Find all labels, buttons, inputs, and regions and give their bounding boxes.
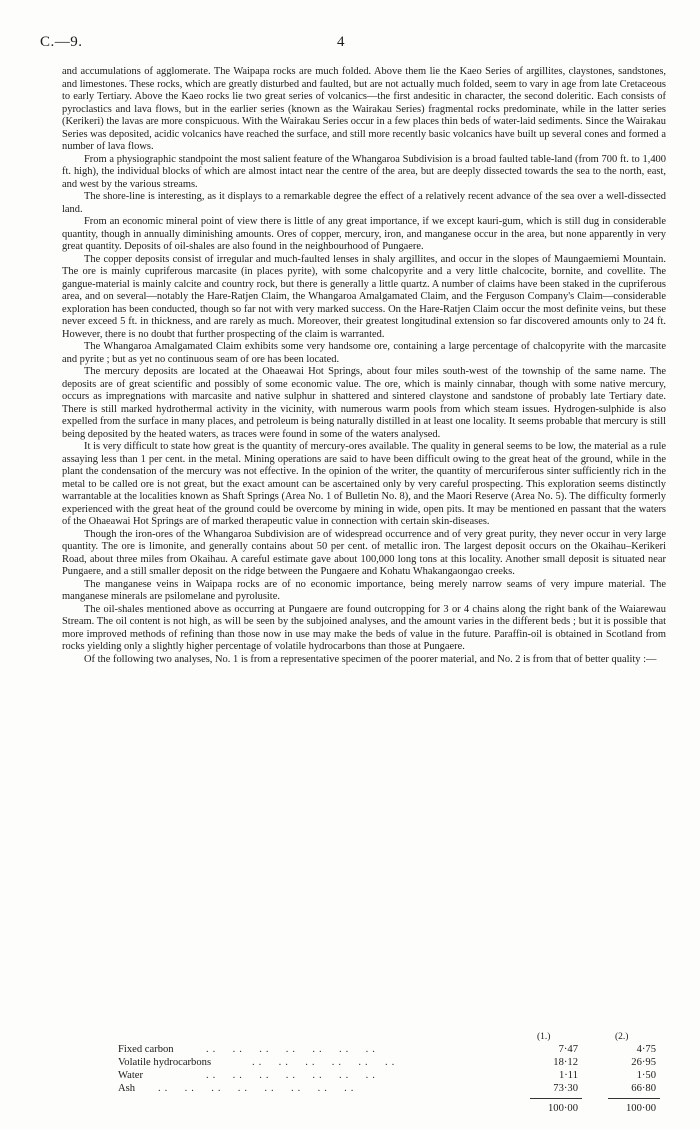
leader-dots: .. .. .. .. .. .. .. — [206, 1044, 379, 1055]
column-header-1: (1.) — [537, 1032, 551, 1042]
leader-dots: .. .. .. .. .. .. — [252, 1057, 399, 1068]
leader-dots: .. .. .. .. .. .. .. — [206, 1070, 379, 1081]
value-cell: 1·11 — [558, 1070, 578, 1081]
total-rule-1 — [530, 1098, 582, 1099]
row-label: Water — [118, 1070, 144, 1081]
paragraph: The copper deposits consist of irregular and much-faulted lenses in shaly argillites, and occur in the slopes of Maungaemiemi Mountain. The ore is mainly cupriferous marcasite (in places pyrite), with some chalcopyrite and a very little chalcocite, bornite, and covellite. The gangue-material is mainly calcite and country rock, but there is generally a little quartz. A number of claims have been staked in the cupriferous area, and on several—notably the Hare-Ratjen Claim, the Whangaroa Amalgamated Claim, and the Ferguson Company's Claim—considerable exploration has been conducted, though so far not with very marked success. On the Hare-Ratjen Claim occur the most definite veins, but these never exceed 5 ft. in thickness, and are rarely as much. Moreover, their greatest longitudinal extension so far discovered amounts only to 24 ft. However, there is no doubt that further prospecting of the claim is warranted. — [62, 253, 666, 340]
row-label: Fixed carbon — [118, 1044, 174, 1055]
paragraph: The mercury deposits are located at the Ohaeawai Hot Springs, about four miles south-west of the township of the same name. The deposits are of great scientific and possibly of some economic value. The ore, which is mainly cinnabar, though with some native mercury, occurs as impregnations with marcasite and native sulphur in shattered and sintered claystone and sandstone of probably late Tertiary date. There is still marked hydrothermal activity in the vicinity, with numerous warm pools from which steam issues. Hydrogen-sulphide is also expelled from the surface in many places, and petroleum is being naturally distilled in at least one locality. It seems probable that mercury is still being deposited by the heated waters, as traces were found in some of the waters analysed. — [62, 366, 666, 440]
value-cell: 66·80 — [631, 1083, 656, 1094]
total-cell: 100·00 — [547, 1103, 578, 1114]
value-cell: 73·30 — [553, 1083, 578, 1094]
table-row — [118, 1044, 666, 1057]
leader-dots: .. .. .. .. .. .. .. .. — [158, 1083, 358, 1094]
value-cell: 4·75 — [636, 1044, 656, 1055]
row-label: Ash — [118, 1083, 136, 1094]
value-cell: 18·12 — [553, 1057, 578, 1068]
total-rule-2 — [608, 1098, 660, 1099]
paragraph: Though the iron-ores of the Whangaroa Subdivision are of widespread occurrence and of very great purity, they never occur in very large quantity. The ore is limonite, and generally contains about 50 per cent. of metallic iron. The largest deposit occurs on the Okaihau–Kerikeri Road, about three miles from Okaihau. A careful estimate gave about 100,000 long tons at this locality. Another small deposit is situated near Pungaere, and a still smaller deposit on the ridge between the Pungaere and Kohatu Whakangaongao creeks. — [62, 528, 666, 577]
document-reference: C.—9. — [40, 34, 83, 50]
paragraph: Of the following two analyses, No. 1 is from a representative specimen of the poorer material, and No. 2 is from that of better quality :— — [84, 653, 657, 665]
table-row — [118, 1083, 666, 1096]
paragraph: It is very difficult to state how great is the quantity of mercury-ores available. The quality in general seems to be low, the material as a rule assaying less than 1 per cent. in the metal. Mining operations are said to have been difficult owing to the great heat of the ground, while in the plant the condensation of the mercury was not effective. In the opinion of the writer, the quantity of mercuriferous sinter sufficiently rich in the metal to be called ore is not great, but the exact amount can be ascertained only by very careful prospecting. This exploration seems distinctly warrantable at the localities known as Shaft Springs (Area No. 1 of Bulletin No. 8), and the Maori Reserve (Area No. 5). The difficulty formerly experienced with the great heat of the ground could be overcome by mining in wide, open pits. It may be mentioned en passant that the waters of the Ohaeawai Hot Springs are of marked therapeutic value in connection with certain skin-diseases. — [62, 441, 666, 527]
paragraph: From an economic mineral point of view there is little of any great importance, if we except kauri-gum, which is still dug in considerable quantity, though in annually diminishing amounts. Ores of copper, mercury, iron, and manganese occur in the area, but none apparently in very great quantity. Deposits of oil-shales are also found in the neighbourhood of Pungaere. — [62, 216, 666, 252]
paragraph: The manganese veins in Waipapa rocks are of no economic importance, being merely narrow seams of very impure material. The manganese minerals are psilomelane and pyrolusite. — [62, 578, 666, 602]
paragraph: From a physiographic standpoint the most salient feature of the Whangaroa Subdivision is a broad faulted table-land (from 700 ft. to 1,400 ft. high), the individual blocks of which are almost intact near the centre of the area, but are deeply dissected towards the sea to the north, east, and west by the various streams. — [62, 153, 666, 190]
column-header-2: (2.) — [615, 1032, 629, 1042]
value-cell: 7·47 — [558, 1044, 578, 1055]
table-row — [118, 1070, 666, 1083]
body-text — [62, 66, 666, 666]
row-label: Volatile hydrocarbons — [118, 1057, 212, 1068]
paragraph: The oil-shales mentioned above as occurring at Pungaere are found outcropping for 3 or 4 chains along the right bank of the Waiarewau Stream. The oil content is not high, as will be seen by the subjoined analyses, and the amount varies in the different beds ; but it is possible that more improved methods of refining than those now in use may make the beds of value in the future. Paraffin-oil is obtained in Scotland from rocks yielding only a slightly higher percentage of volatile hydrocarbons than those at Pungaere. — [62, 603, 666, 652]
page-number: 4 — [337, 34, 345, 50]
totals-row — [118, 1103, 666, 1116]
paragraph: The shore-line is interesting, as it displays to a remarkable degree the effect of a relatively recent advance of the sea over a well-dissected land. — [62, 191, 666, 215]
total-cell: 100·00 — [625, 1103, 656, 1114]
table-row — [118, 1057, 666, 1070]
value-cell: 26·95 — [631, 1057, 656, 1068]
paragraph: The Whangaroa Amalgamated Claim exhibits some very handsome ore, containing a large percentage of chalcopyrite with the marcasite and pyrite ; but as yet no continuous seam of ore has been located. — [62, 341, 666, 365]
paragraph: and accumulations of agglomerate. The Waipapa rocks are much folded. Above them lie the Kaeo Series of argillites, claystones, sandstones, and limestones. These rocks, which are greatly disturbed and faulted, but are not actually much folded, seem to vary in age from late Cretaceous to early Tertiary. Above the Kaeo rocks lie two great series of volcanics—the first andesitic in character, the second doleritic. Each consists of pyroclastics and lava flows, but in the earlier series (known as the Wairakau Series) fragmental rocks predominate, while in the latter series (Kerikeri) the lavas are more conspicuous. With the Wairakau Series occur in a few places thin beds of water-laid sediments. Since the Wairakau Series was deposited, acidic volcanics have reached the surface, and still more recently basic volcanics have built up several cones and formed a number of lava flows. — [62, 66, 666, 152]
value-cell: 1·50 — [636, 1070, 656, 1081]
